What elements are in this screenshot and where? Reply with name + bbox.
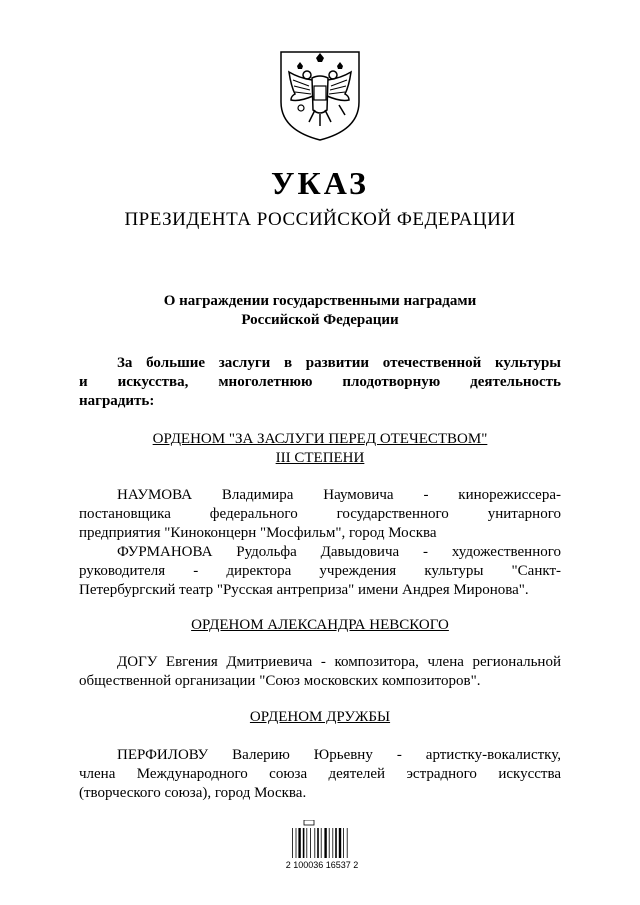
barcode-bar	[314, 828, 315, 858]
award-heading-line: ОРДЕНОМ ДРУЖБЫ	[249, 709, 391, 725]
barcode-bar	[347, 828, 348, 858]
barcode-bar	[321, 828, 322, 858]
entry-line: члена Международного союза деятелей эстрадного искусства	[79, 766, 561, 782]
subject-line: О награждении государственными наградами	[163, 293, 477, 309]
barcode-bar	[296, 828, 297, 858]
document-subtitle: ПРЕЗИДЕНТА РОССИЙСКОЙ ФЕДЕРАЦИИ	[124, 209, 516, 230]
award-heading	[0, 430, 640, 468]
award-heading-line: III СТЕПЕНИ	[275, 450, 365, 466]
barcode-icon	[290, 820, 352, 860]
awardee-entry	[79, 486, 561, 543]
barcode-bar	[339, 828, 341, 858]
barcode-bar	[310, 828, 311, 858]
award-heading	[0, 708, 640, 727]
intro-line: и искусства, многолетнюю плодотворную деятельность	[79, 374, 561, 390]
awardee-entry	[79, 746, 561, 803]
awardee-entry	[79, 543, 561, 600]
barcode-bar	[332, 828, 333, 858]
barcode-bar	[335, 828, 337, 858]
barcode-bar	[306, 828, 307, 858]
entry-line: общественной организации "Союз московских композиторов".	[79, 673, 481, 689]
coat-of-arms-emblem	[279, 50, 361, 142]
entry-line: НАУМОВА Владимира Наумовича - кинорежиссера-	[117, 487, 561, 503]
barcode-number: 2 100036 16537 2	[285, 860, 359, 870]
entry-line: ФУРМАНОВА Рудольфа Давыдовича - художественного	[117, 544, 561, 560]
entry-line: Петербургский театр "Русская антреприза" имени Андрея Миронова".	[79, 582, 529, 598]
barcode-bar	[298, 828, 300, 858]
barcode-bar	[343, 828, 344, 858]
entry-line: руководителя - директора учреждения культуры "Санкт-	[79, 563, 561, 579]
entry-line: постановщика федерального государственного унитарного	[79, 506, 561, 522]
barcode-bar	[303, 828, 305, 858]
intro-line: наградить:	[79, 393, 155, 409]
barcode-bar	[317, 828, 319, 858]
award-heading	[0, 616, 640, 635]
intro-paragraph	[79, 354, 561, 411]
awardee-entry	[79, 653, 561, 691]
entry-line: (творческого союза), город Москва.	[79, 785, 307, 801]
document-title: УКАЗ	[271, 165, 369, 201]
barcode-bar	[324, 828, 326, 858]
decree-subject	[0, 292, 640, 330]
barcode-bar	[292, 828, 293, 858]
barcode-bar	[329, 828, 330, 858]
award-heading-line: ОРДЕНОМ АЛЕКСАНДРА НЕВСКОГО	[191, 617, 449, 633]
entry-line: ПЕРФИЛОВУ Валерию Юрьевну - артистку-вокалистку,	[117, 747, 561, 763]
subject-line: Российской Федерации	[241, 312, 399, 328]
intro-line: За большие заслуги в развитии отечественной культуры	[117, 355, 561, 371]
award-heading-line: ОРДЕНОМ "ЗА ЗАСЛУГИ ПЕРЕД ОТЕЧЕСТВОМ"	[152, 431, 488, 447]
entry-line: предприятия "Киноконцерн "Мосфильм", город Москва	[79, 525, 437, 541]
entry-line: ДОГУ Евгения Дмитриевича - композитора, члена региональной	[117, 654, 561, 670]
